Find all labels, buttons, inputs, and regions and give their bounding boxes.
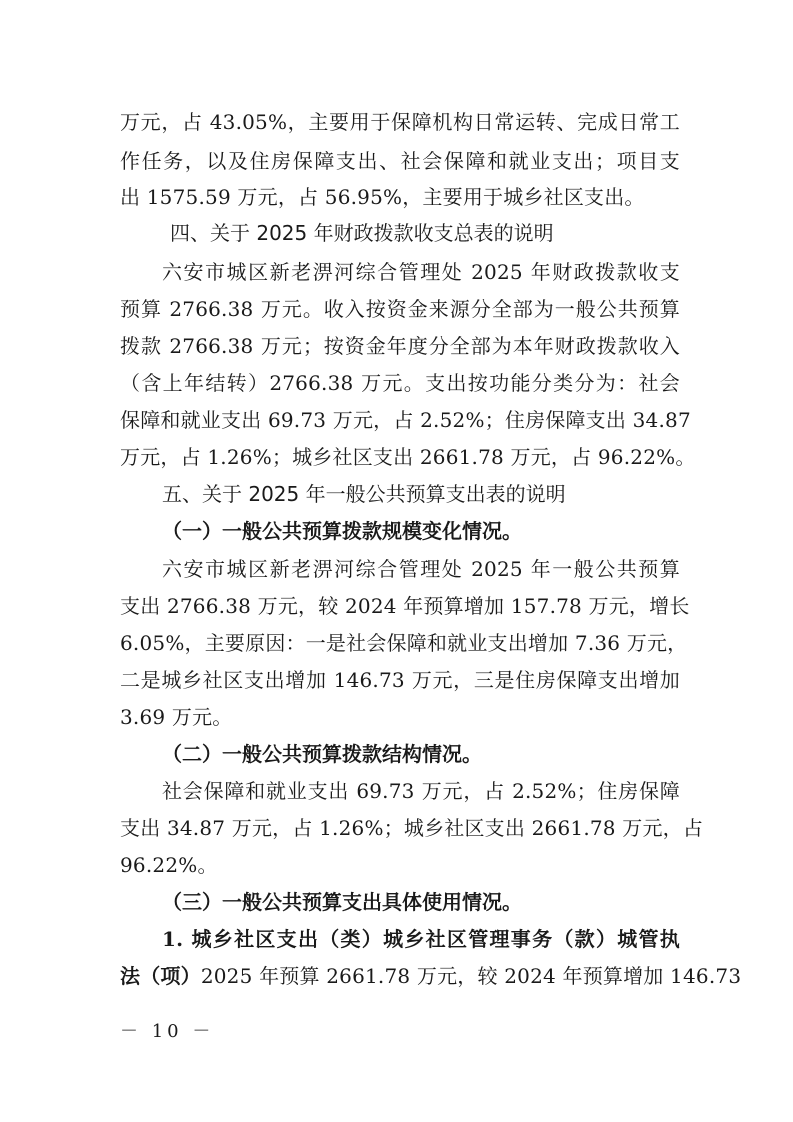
page-number: － 10 － xyxy=(120,1021,215,1042)
paragraph-line xyxy=(120,963,742,989)
subsection-heading-2: （二）一般公共预算拨款结构情况。 xyxy=(162,742,482,766)
paragraph-line: 支出 34.87 万元，占 1.26%；城乡社区支出 2661.78 万元，占 xyxy=(120,816,704,840)
paragraph-line: 拨款 2766.38 万元；按资金年度分全部为本年财政拨款收入 xyxy=(120,334,680,358)
paragraph-line: 万元，占 1.26%；城乡社区支出 2661.78 万元，占 96.22%。 xyxy=(120,445,696,469)
paragraph-line: 万元，占 43.05%，主要用于保障机构日常运转、完成日常工 xyxy=(120,110,680,134)
paragraph-line: 保障和就业支出 69.73 万元，占 2.52%；住房保障支出 34.87 xyxy=(120,408,691,432)
paragraph-line: 六安市城区新老淠河综合管理处 2025 年财政拨款收支 xyxy=(162,260,680,284)
paragraph-line: 6.05%，主要原因：一是社会保障和就业支出增加 7.36 万元， xyxy=(120,631,688,655)
paragraph-line: 96.22%。 xyxy=(120,853,218,877)
paragraph-line: 六安市城区新老淠河综合管理处 2025 年一般公共预算 xyxy=(162,557,680,581)
paragraph-line: （含上年结转）2766.38 万元。支出按功能分类分为：社会 xyxy=(120,371,680,395)
paragraph-line: 社会保障和就业支出 69.73 万元，占 2.52%；住房保障 xyxy=(162,779,680,803)
paragraph-line: 支出 2766.38 万元，较 2024 年预算增加 157.78 万元，增长 xyxy=(120,594,690,618)
paragraph-line: 3.69 万元。 xyxy=(120,705,233,729)
subsection-heading-1: （一）一般公共预算拨款规模变化情况。 xyxy=(162,519,522,543)
paragraph-line: 出 1575.59 万元，占 56.95%，主要用于城乡社区支出。 xyxy=(120,185,645,209)
section-heading-4: 四、关于 2025 年财政拨款收支总表的说明 xyxy=(170,221,554,245)
paragraph-line: 预算 2766.38 万元。收入按资金来源分全部为一般公共预算 xyxy=(120,297,680,321)
item-body-text: 2025 年预算 2661.78 万元，较 2024 年预算增加 146.73 xyxy=(200,964,742,988)
item-lead-text: 法（项） xyxy=(120,964,201,988)
paragraph-line: 1. 城乡社区支出（类）城乡社区管理事务（款）城管执 xyxy=(162,927,680,951)
paragraph-line: 作任务，以及住房保障支出、社会保障和就业支出；项目支 xyxy=(120,149,680,173)
subsection-heading-3: （三）一般公共预算支出具体使用情况。 xyxy=(162,890,522,914)
section-heading-5: 五、关于 2025 年一般公共预算支出表的说明 xyxy=(162,482,566,506)
paragraph-line: 二是城乡社区支出增加 146.73 万元，三是住房保障支出增加 xyxy=(120,668,680,692)
